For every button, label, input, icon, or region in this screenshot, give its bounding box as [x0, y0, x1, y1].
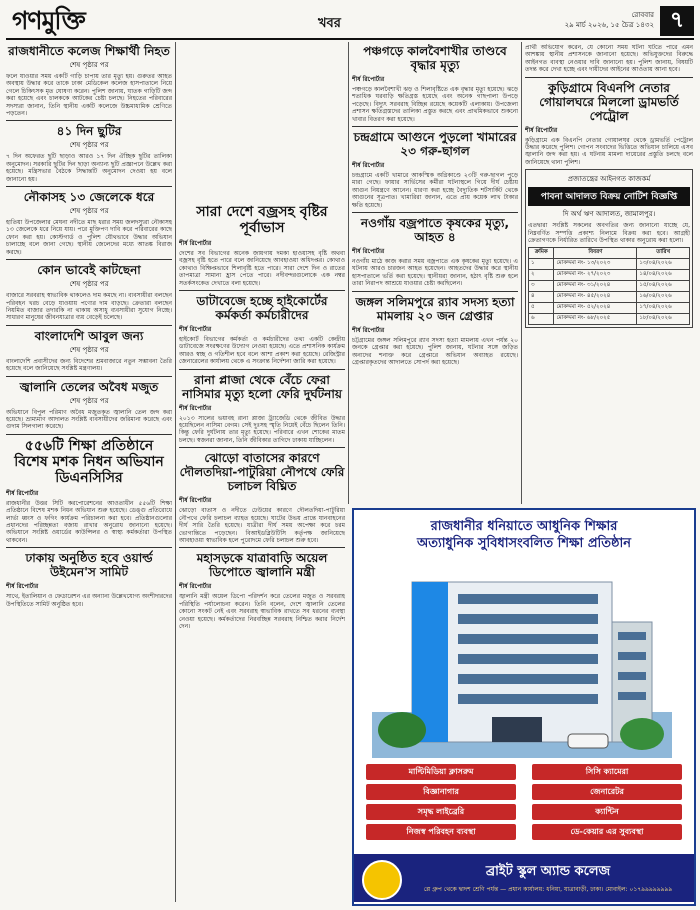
story-text: ৭ দিন অফেরত ছুটি ছাড়াও আরও ১৭ দিন ঐচ্ছিক ছুটির তালিকা অনুমোদন। সরকারি ছুটির দিন ছাড়া অন্যান্য ছুটি প্রজ্ঞাপনে উল্লেখ করা হয়েছে। মন্ত্রিসভার বৈঠকে সিদ্ধান্তটি অনুমোদন দেওয়া হয় বলে জানানো হয়। — [6, 153, 172, 183]
table-cell: ৪ — [529, 292, 554, 303]
headline-panchagarh-storm: পঞ্চগড়ে কালবৈশাখীর তাণ্ডবে বৃদ্ধার মৃত্যু — [363, 44, 507, 72]
byline: শীর্ষ রিপোর্টার — [179, 326, 212, 334]
story-text: চন্দ্রগ্রামে একটি খামারে আকস্মিক অগ্নিকাণ্ডে ২৩টি গরু-ছাগল পুড়ে মারা গেছে। ফায়ার সার্ভিসের কর্মীরা ঘটনাস্থলে গিয়ে দীর্ঘ চেষ্টায় আগুন নিয়ন্ত্রণে আনেন। ধারণা করা হচ্ছে বৈদ্যুতিক শর্টসার্কিট থেকে আগুনের সূত্রপাত। খামারিরা জানান, এতে প্রায় কয়েক লাখ টাকার ক্ষতি হয়েছে। — [352, 172, 518, 209]
headline-rain-forecast: সারা দেশে বজ্রসহ বৃষ্টির পূর্বাভাস — [196, 204, 328, 236]
story-text: বাজারে সরবরাহ স্বাভাবিক থাকলেও দাম কমছে না। ব্যবসায়ীরা বলছেন পরিবহন খরচ বেড়ে যাওয়ায় পণ্যের দাম বাড়ছে। ক্রেতারা বলছেন নিয়মিত বাজার তদারকি না থাকায় অসাধু ব্যবসায়ীরা সুযোগ নিচ্ছে। সাধারণ মানুষের জীবনযাত্রার ব্যয় বেড়েই চলেছে। — [6, 292, 172, 322]
table-cell: ১৪/০৪/২০২৬ — [637, 270, 690, 281]
byline: শীর্ষ রিপোর্টার — [352, 76, 385, 83]
byline: শীর্ষ রিপোর্টার — [6, 583, 39, 591]
continued-label: শেষ পৃষ্ঠার পর — [69, 207, 109, 216]
tree — [378, 712, 426, 748]
continued-label: শেষ পৃষ্ঠার পর — [69, 280, 109, 289]
table-cell: ৫ — [529, 303, 554, 314]
headline-expat: বাংলাদেশি আবুল জন্য — [34, 328, 144, 343]
column-divider — [175, 42, 176, 902]
byline: শীর্ষ রিপোর্টার — [352, 162, 385, 170]
feature-badge: ক্যান্টিন — [532, 804, 682, 820]
table-row — [529, 281, 690, 292]
school-advertisement — [352, 508, 696, 906]
feature-badge: বিজ্ঞানাগার — [366, 784, 516, 800]
table-header: তারিখ — [637, 248, 690, 259]
notice-table — [528, 247, 690, 325]
school-tagline: প্লে গ্রুপ থেকে দ্বাদশ শ্রেণি পর্যন্ত — [423, 886, 499, 893]
table-cell: ৬ — [529, 314, 554, 325]
continued-label: শেষ পৃষ্ঠার পর — [69, 61, 109, 69]
school-contact: প্রধান কার্যালয়: ধনিয়া, যাত্রাবাড়ী, ঢাকা। মোবাইল: ০১৭৯৯৯৯৯৯৯৯ — [508, 886, 673, 893]
headline-ferry-disrupted: ঝোড়ো বাতাসের কারণে দৌলতদিয়া-পাটুরিয়া নৌপথে ফেরি চলাচল বিঘ্নিত — [179, 451, 345, 494]
continued-label: শেষ পৃষ্ঠার পর — [69, 345, 109, 354]
byline: শীর্ষ রিপোর্টার — [6, 489, 39, 497]
section-label: খবর — [318, 16, 341, 31]
divider — [179, 547, 345, 548]
divider — [6, 547, 172, 548]
headline-holiday: ৪১ দিন ছুটির — [56, 124, 122, 139]
school-address: প্লে গ্রুপ থেকে দ্বাদশ শ্রেণি পর্যন্ত — প্রধান কার্যালয়: ধনিয়া, যাত্রাবাড়ী, ঢাকা। মোবাইল: ০১৭৯৯৯৯৯৯৯৯ — [423, 886, 673, 893]
day-label: রোববার — [631, 11, 654, 19]
table-cell: ২ — [529, 270, 554, 281]
table-cell: ১৮/০৪/২০২৬ — [637, 314, 690, 325]
feature-badge: সমৃদ্ধ লাইব্রেরি — [366, 804, 516, 820]
headline-fuel-hoarding: জ্বালানি তেলের অবৈধ মজুত — [19, 379, 159, 394]
table-row — [529, 314, 690, 325]
notice-title: পাবনা আদালত বিক্রয় নোটিশ বিজ্ঞপ্তি — [528, 187, 690, 206]
story-text: ফলে যাওয়ার সময় একটি গাড়ি চাপায় তার মৃত্যু হয়। গুরুতর আহত অবস্থায় উদ্ধার করে তাকে ঢাকা মেডিকেল কলেজ হাসপাতালে নিয়ে গেলে চিকিৎসক মৃত ঘোষণা করেন। পুলিশ জানায়, ঘাতক গাড়িটি জব্দ করা হয়েছে এবং চালককে আটকের চেষ্টা চলছে। নিহতের পরিবারের সদস্যরা জানান, তিনি স্থানীয় একটি কলেজে উচ্চমাধ্যমিক শ্রেণিতে পড়তেন। — [6, 73, 172, 118]
story-text: সাথে, ইতালিয়ান ও ফেডারেশন এর অন্যান্য উল্লেখযোগ্য অংশীদারদের উপস্থিতিতে সামিট অনুষ্ঠিত হবে। — [6, 593, 172, 608]
headline-price: কোন ভাবেই কাটছেনা — [37, 263, 141, 278]
story-text: অভিযানে বিপুল পরিমাণ অবৈধ মজুতকৃত জ্বালানি তেল জব্দ করা হয়েছে। ভ্রাম্যমাণ আদালত সংশ্লিষ্ট ব্যবসায়ীদের জরিমানা করেছে এবং গুদাম সিলগালা করেছে। — [6, 408, 172, 431]
table-cell: মোকদ্দমা নং- ২৭/২০২৩ — [554, 270, 637, 281]
continued-label: শেষ পৃষ্ঠার পর — [69, 141, 109, 150]
table-header: ক্রমিক — [529, 248, 554, 259]
story-text: জ্বালানি মন্ত্রী অয়েল ডিপো পরিদর্শন করে তেলের মজুত ও সরবরাহ পরিস্থিতি পর্যালোচনা করেন। তিনি বলেন, দেশে জ্বালানি তেলের কোনো সংকট নেই এবং সরবরাহ স্বাভাবিক রাখতে সব ধরনের ব্যবস্থা নেওয়া হয়েছে। কর্মকর্তাদের নিরবচ্ছিন্ন সরবরাহ নিশ্চিত করার নির্দেশ দেন। — [179, 593, 345, 630]
column-divider — [521, 42, 522, 504]
story-text: পঞ্চগড়ে কালবৈশাখী ঝড় ও শিলাবৃষ্টিতে এক বৃদ্ধার মৃত্যু হয়েছে। ঝড়ে শতাধিক ঘরবাড়ি ক্ষতিগ্রস্ত হয়েছে এবং অনেক গাছপালা উপড়ে পড়েছে। বিদ্যুৎ সরবরাহ বিচ্ছিন্ন রয়েছে কয়েকটি এলাকায়। উপজেলা প্রশাসন ক্ষতিগ্রস্তদের তালিকা প্রস্তুত করছে এবং প্রাথমিকভাবে শুকনো খাবার বিতরণ করা হয়েছে। — [352, 86, 518, 123]
table-header-row — [529, 248, 690, 259]
table-cell: মোকদ্দমা নং- ১৩/২০২৩ — [554, 259, 637, 270]
column-2 — [179, 44, 345, 902]
table-cell: মোকদ্দমা নং- ৫২/২০২৪ — [554, 303, 637, 314]
column-divider — [348, 42, 349, 504]
headline-fishermen: নৌকাসহ ১৩ জেলেকে ধরে — [23, 190, 155, 205]
divider — [6, 120, 172, 121]
byline: শীর্ষ রিপোর্টার — [352, 248, 385, 256]
feature-badge: সিসি ক্যামেরা — [532, 764, 682, 780]
ad-headline-line-1: রাজধানীর ধনিয়াতে আধুনিক শিক্ষার — [430, 519, 618, 534]
headline-high-court-database: ডাটাবেজে হচ্ছে হাইকোর্টের কর্মকর্তা কর্মচারীদের — [196, 294, 328, 323]
story-text: কুড়িগ্রামে এক বিএনপি নেতার গোয়ালঘর থেকে ড্রামভর্তি পেট্রোল উদ্ধার করেছে পুলিশ। গোপন সংবাদের ভিত্তিতে অভিযান চালিয়ে এসব জ্বালানি জব্দ করা হয়। এ ঘটনায় মামলা দায়েরের প্রস্তুতি চলছে বলে জানিয়েছে থানা পুলিশ। — [525, 136, 693, 166]
school-building-illustration — [372, 562, 672, 758]
table-cell: মোকদ্দমা নং- ৩১/২০২৪ — [554, 281, 637, 292]
date-label: ২৯ মার্চ ২০২৬, ১৫ চৈত্র ১৪৩২ — [564, 21, 654, 29]
byline: শীর্ষ রিপোর্টার — [179, 404, 212, 412]
headline-rab-murder: জঙ্গল সলিমপুরে র‍্যাব সদস্য হত্যা মামলায় ২০ জন গ্রেপ্তার — [355, 294, 515, 323]
story-text: নওগাঁয় মাঠে কাজ করার সময় বজ্রপাতে এক কৃষকের মৃত্যু হয়েছে। এ ঘটনায় আরও চারজন আহত হয়েছেন। আহতদের উদ্ধার করে স্থানীয় হাসপাতালে ভর্তি করা হয়েছে। স্থানীয়রা জানান, হঠাৎ বৃষ্টি শুরু হলে তারা নিরাপদ আশ্রয়ে যাওয়ার চেষ্টা করছিলেন। — [352, 258, 518, 288]
ad-headline — [360, 518, 688, 552]
story-text: ঝোড়ো বাতাস ও নদীতে ঢেউয়ের কারণে দৌলতদিয়া-পাটুরিয়া নৌপথে ফেরি চলাচল ব্যাহত হয়েছে। ঘাটের উভয় প্রান্তে যানবাহনের দীর্ঘ সারি তৈরি হয়েছে। যাত্রীরা দীর্ঘ সময় অপেক্ষা করে চরম ভোগান্তিতে পড়েছেন। বিআইডব্লিউটিসি কর্তৃপক্ষ জানিয়েছে আবহাওয়া স্বাভাবিক হলে পুরোদমে ফেরি চলাচল শুরু হবে। — [179, 507, 345, 544]
headline-petrol-found: কুড়িগ্রামে বিএনপি নেতার গোয়ালঘরে মিললো ড্রামভর্তি পেট্রোল — [539, 80, 679, 123]
story-text: চট্টগ্রামের জঙ্গল সলিমপুরে র‍্যাব সদস্য হত্যা মামলায় এখন পর্যন্ত ২০ জনকে গ্রেপ্তার করা হয়েছে। পুলিশ জানায়, ঘটনার সঙ্গে জড়িত অন্যদের শনাক্ত করে গ্রেপ্তারে অভিযান অব্যাহত রয়েছে। গ্রেপ্তারকৃতদের আদালতে সোপর্দ করা হয়েছে। — [352, 336, 518, 366]
byline: শীর্ষ রিপোর্টার — [179, 240, 212, 247]
table-header: বিবরণ — [554, 248, 637, 259]
headline-farm-fire: চন্দ্রগ্রামে আগুনে পুড়লো খামারের ২৩ গরু-ছাগল — [353, 130, 517, 159]
table-cell: ১৭/০৪/২০২৬ — [637, 303, 690, 314]
feature-badge: মাল্টিমিডিয়া ক্লাসরুম — [366, 764, 516, 780]
divider — [179, 290, 345, 291]
story-text: দেশের সব বিভাগের অনেক জায়গায় দমকা হাওয়াসহ বৃষ্টি অথবা বজ্রসহ বৃষ্টি হতে পারে বলে জানিয়েছে আবহাওয়া অধিদপ্তর। কোথাও কোথাও বিক্ষিপ্তভাবে শিলাবৃষ্টি হতে পারে। সারা দেশে দিন ও রাতের তাপমাত্রা সামান্য হ্রাস পেতে পারে। নদীবন্দরগুলোকে এক নম্বর সতর্কসংকেত দেখাতে বলা হয়েছে। — [179, 250, 345, 287]
newspaper-logo: গণমুক্তি — [12, 6, 85, 35]
table-cell: ১৬/০৪/২০২৬ — [637, 292, 690, 303]
table-cell: ১৩/০৪/২০২৬ — [637, 259, 690, 270]
story-text: প্রার্থী অভিযোগ করেন, যে কোনো সময় ঘটনা ঘটতে পারে এমন আশঙ্কায় স্থানীয় প্রশাসনকে জানানো হয়েছে। অভিযুক্তদের বিরুদ্ধে আইনগত ব্যবস্থা নেওয়ার দাবি জানানো হয়। পুলিশ জানায়, বিষয়টি তদন্ত করে দেখা হচ্ছে এবং দায়ীদের আইনের আওতায় আনা হবে। — [525, 44, 693, 74]
ad-footer — [354, 854, 694, 902]
headline-oil-depot-minister: মহাসড়কে যাত্রাবাড়ি অয়েল ডিপোতে জ্বালানি মন্ত্রী — [196, 551, 328, 580]
column-3 — [352, 44, 518, 504]
story-text: বাংলাদেশি প্রবাসীদের জন্য বিদেশের শ্রমবাজারে নতুন সম্ভাবনা তৈরি হয়েছে বলে জানিয়েছে সংশ্লিষ্ট মন্ত্রণালয়। — [6, 357, 172, 373]
headline-womens-summit: ঢাকায় অনুষ্ঠিত হবে ওয়ার্ল্ড উইমেন'স সামিট — [25, 551, 153, 580]
notice-subtitle: দি অর্থ ঋণ আদালত, জামালপুর। — [562, 210, 656, 219]
column-1 — [6, 44, 172, 902]
column-4 — [525, 44, 693, 504]
building-entrance — [492, 717, 542, 742]
feature-badge: ডে-কেয়ার এর সুব্যবস্থা — [532, 824, 682, 840]
divider — [6, 186, 172, 187]
headline-lightning-naogaon: নওগাঁয় বজ্রপাতে কৃষকের মৃত্যু, আহত ৪ — [360, 216, 510, 245]
divider — [6, 325, 172, 326]
feature-badge: নিজস্ব পরিবহন ব্যবস্থা — [366, 824, 516, 840]
headline-rana-plaza: রানা প্লাজা থেকে বেঁচে ফেরা নাসিমার মৃত্যু হলো ফেরি দুর্ঘটনায় — [182, 372, 342, 401]
divider — [6, 376, 172, 377]
notice-intro: প্রজাতন্ত্রের আইনগত কাজকর্ম — [567, 175, 651, 184]
feature-badge: জেনারেটর — [532, 784, 682, 800]
story-text: রাজধানীর উত্তর সিটি করপোরেশনের আওতাধীন ৫৫৬টি শিক্ষা প্রতিষ্ঠানে বিশেষ মশক নিধন অভিযান শুরু হয়েছে। ডেঙ্গু প্রতিরোধে লার্ভা ধ্বংস ও ফগিং কার্যক্রম পরিচালনা করা হবে। প্রতিষ্ঠানগুলোর প্রধানদের পরিচ্ছন্নতা বজায় রাখার অনুরোধ জানানো হয়েছে। অভিযানে সংশ্লিষ্ট ওয়ার্ডের কাউন্সিলর ও স্বাস্থ্য কর্মকর্তারা উপস্থিত থাকবেন। — [6, 499, 172, 544]
story-text: হাইকোর্ট বিভাগের কর্মকর্তা ও কর্মচারীদের তথ্য একটি কেন্দ্রীয় ডাটাবেজে সংরক্ষণের উদ্যোগ নেওয়া হয়েছে। এতে প্রশাসনিক কার্যক্রম আরও স্বচ্ছ ও গতিশীল হবে বলে আশা প্রকাশ করা হয়েছে। রেজিস্ট্রার জেনারেলের কার্যালয় থেকে এ সংক্রান্ত নির্দেশনা জারি করা হয়েছে। — [179, 336, 345, 366]
divider — [525, 77, 693, 78]
byline: শীর্ষ রিপোর্টার — [352, 326, 385, 334]
car — [568, 734, 608, 748]
byline: শীর্ষ রিপোর্টার — [179, 583, 212, 591]
continued-label: শেষ পৃষ্ঠার পর — [69, 396, 109, 405]
table-cell: ১৫/০৪/২০২৬ — [637, 281, 690, 292]
table-row — [529, 303, 690, 314]
notice-text: এতদ্বারা সংশ্লিষ্ট সকলের অবগতির জন্য জানানো যাচ্ছে যে, নিম্নবর্ণিত সম্পত্তি প্রকাশ্য নিলামে বিক্রয় করা হবে। আগ্রহী ক্রেতাগণকে নির্ধারিত তারিখে উপস্থিত থাকার অনুরোধ করা হলো। — [528, 222, 690, 245]
divider — [6, 434, 172, 435]
headline-mosquito-drive: ৫৫৬টি শিক্ষা প্রতিষ্ঠানে বিশেষ মশক নিধন অভিযান ডিএনসিসির — [14, 437, 164, 486]
story-text: ২০১৩ সালের ভয়াবহ রানা প্লাজা ট্র্যাজেডি থেকে জীবিত উদ্ধার হয়েছিলেন নাসিমা বেগম। সেই দুঃসহ স্মৃতি নিয়েই বেঁচে ছিলেন তিনি। কিন্তু ফেরি দুর্ঘটনায় তার মৃত্যু হয়েছে। পরিবারে এখন শোকের মাতম চলছে। স্বজনরা জানান, তিনি জীবিকার তাগিদে ঢাকায় যাচ্ছিলেন। — [179, 414, 345, 444]
byline: শীর্ষ রিপোর্টার — [525, 126, 558, 134]
school-crest-icon — [362, 860, 402, 900]
table-cell: মোকদ্দমা নং- ৪৫/২০২৪ — [554, 292, 637, 303]
divider — [179, 369, 345, 370]
school-name: ব্রাইট স্কুল অ্যান্ড কলেজ — [485, 864, 611, 879]
table-row — [529, 259, 690, 270]
byline: শীর্ষ রিপোর্টার — [179, 497, 212, 505]
tree — [620, 718, 664, 750]
table-row — [529, 270, 690, 281]
dateline — [565, 10, 654, 30]
divider — [352, 212, 518, 213]
divider — [352, 291, 518, 292]
divider — [179, 447, 345, 448]
table-row — [529, 292, 690, 303]
divider — [6, 259, 172, 260]
table-cell: মোকদ্দমা নং- ৬৮/২০২৫ — [554, 314, 637, 325]
legal-notice — [525, 169, 693, 328]
masthead — [6, 4, 694, 40]
headline-student-killed: রাজধানীতে কলেজ শিক্ষার্থী নিহত — [8, 44, 170, 58]
table-cell: ১ — [529, 259, 554, 270]
story-text: হাতিয়া উপজেলার মেঘনা নদীতে মাছ ধরার সময় জলদস্যুরা নৌকাসহ ১৩ জেলেকে ধরে নিয়ে যায়। পরে মুক্তিপণ দাবি করে পরিবারের কাছে ফোন করা হয়। কোস্টগার্ড ও পুলিশ যৌথভাবে উদ্ধার অভিযান চালাচ্ছে বলে জানা গেছে। স্থানীয় জেলেদের মধ্যে আতঙ্ক বিরাজ করছে। — [6, 219, 172, 256]
table-cell: ৩ — [529, 281, 554, 292]
ad-headline-line-2: অত্যাধুনিক সুবিধাসংবলিত শিক্ষা প্রতিষ্ঠান — [416, 536, 632, 551]
divider — [352, 126, 518, 127]
page-number: ৭ — [660, 6, 694, 36]
